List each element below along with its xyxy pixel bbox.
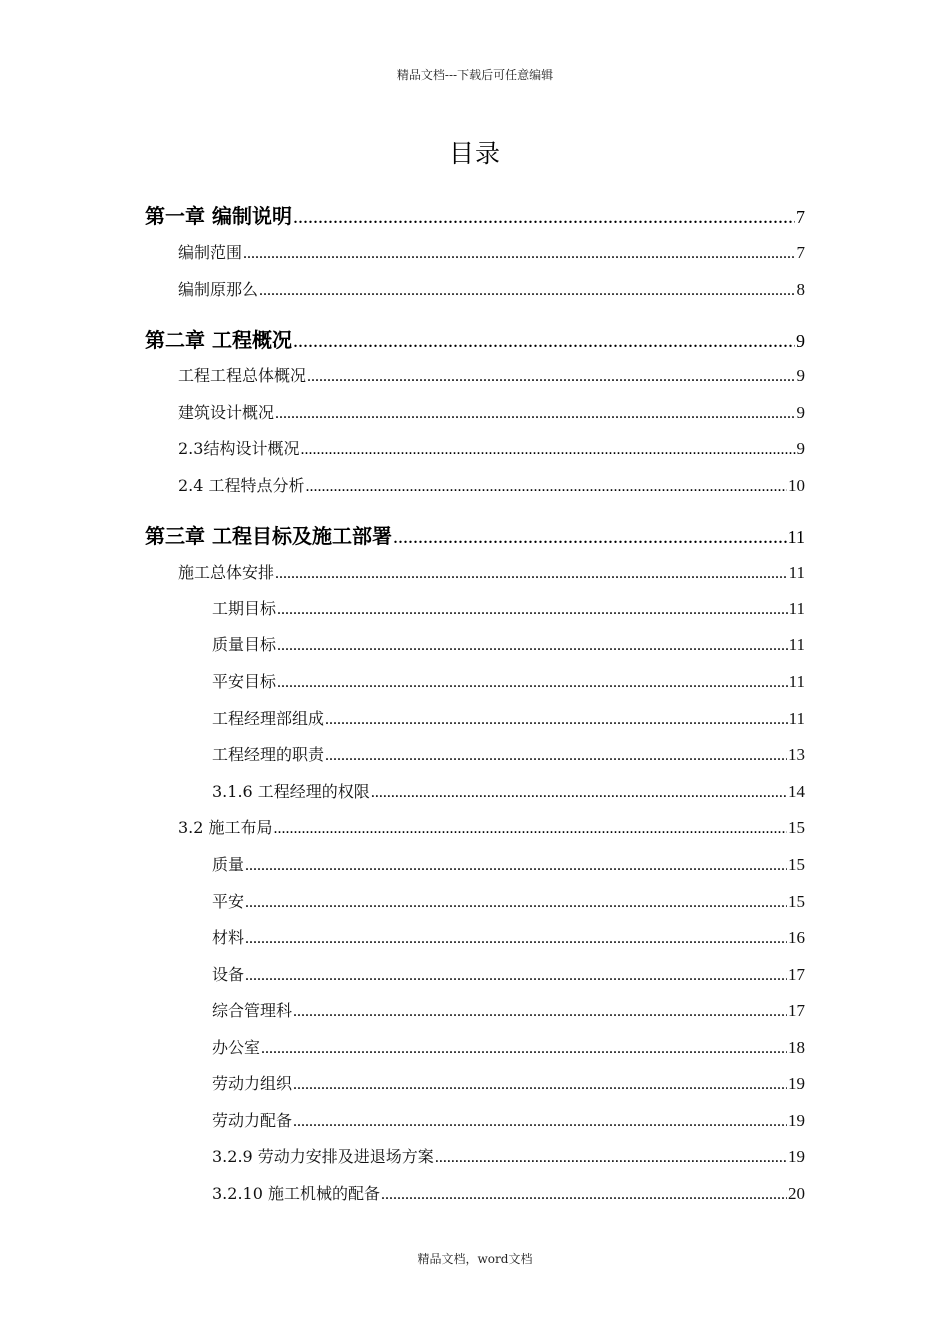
toc-page-number: 11 xyxy=(788,635,805,654)
toc-dot-leader xyxy=(293,1076,787,1094)
toc-entry-label: 2.3结构设计概况 xyxy=(178,439,300,458)
toc-dot-leader xyxy=(275,565,788,583)
toc-page-number: 15 xyxy=(788,855,805,874)
toc-dot-leader xyxy=(245,930,787,948)
toc-page-number: 17 xyxy=(788,1001,805,1020)
toc-entry[interactable] xyxy=(178,473,805,496)
toc-entry[interactable] xyxy=(212,596,805,619)
toc-entry-label: 工程经理部组成 xyxy=(212,709,325,728)
toc-dot-leader xyxy=(293,206,795,229)
toc-entry-label: 材料 xyxy=(212,928,245,947)
toc-dot-leader xyxy=(245,967,787,985)
toc-page-number: 15 xyxy=(788,818,805,837)
toc-dot-leader xyxy=(381,1186,787,1204)
toc-entry[interactable] xyxy=(212,1071,805,1094)
toc-page-number: 20 xyxy=(788,1184,805,1203)
toc-page-number: 19 xyxy=(788,1074,805,1093)
page-header: 精品文档---下载后可任意编辑 xyxy=(396,68,554,82)
toc-entry-label: 2.4 工程特点分析 xyxy=(178,476,305,495)
toc-page-number: 13 xyxy=(788,745,805,764)
toc-dot-leader xyxy=(300,441,795,459)
toc-page-number: 10 xyxy=(788,476,805,495)
toc-dot-leader xyxy=(293,1113,787,1131)
toc-page-number: 11 xyxy=(788,563,805,582)
toc-entry[interactable] xyxy=(212,1181,805,1204)
toc-entry-label: 第三章 工程目标及施工部署 xyxy=(145,524,392,548)
toc-entry[interactable] xyxy=(212,852,805,875)
toc-page-number: 9 xyxy=(796,366,805,385)
toc-entry[interactable] xyxy=(212,1035,805,1058)
toc-page-number: 19 xyxy=(788,1111,805,1130)
toc-entry-label: 劳动力配备 xyxy=(212,1111,293,1130)
toc-dot-leader xyxy=(371,784,787,802)
toc-chapter-entry[interactable] xyxy=(145,200,805,229)
toc-page-number: 11 xyxy=(788,599,805,618)
toc-entry[interactable] xyxy=(212,779,805,802)
toc-page-number: 8 xyxy=(796,280,805,299)
toc-dot-leader xyxy=(393,526,787,549)
toc-dot-leader xyxy=(277,601,788,619)
toc-entry-label: 设备 xyxy=(212,965,245,984)
toc-entry-label: 3.2 施工布局 xyxy=(178,818,273,837)
toc-entry[interactable] xyxy=(178,560,805,583)
toc-page-number: 11 xyxy=(787,527,805,547)
toc-entry-label: 工程工程总体概况 xyxy=(178,366,307,385)
toc-entry[interactable] xyxy=(178,815,805,838)
toc-dot-leader xyxy=(274,820,787,838)
toc-dot-leader xyxy=(435,1149,787,1167)
toc-entry[interactable] xyxy=(178,363,805,386)
toc-entry-label: 施工总体安排 xyxy=(178,563,275,582)
toc-entry-label: 3.2.10 施工机械的配备 xyxy=(212,1184,380,1203)
toc-entry-label: 平安 xyxy=(212,892,245,911)
toc-entry[interactable] xyxy=(212,632,805,655)
toc-entry[interactable] xyxy=(178,240,805,263)
toc-entry-label: 质量目标 xyxy=(212,635,277,654)
toc-dot-leader xyxy=(243,245,795,263)
toc-page-number: 11 xyxy=(788,672,805,691)
toc-entry-label: 3.2.9 劳动力安排及进退场方案 xyxy=(212,1147,434,1166)
toc-entry[interactable] xyxy=(178,436,805,459)
toc-page-number: 9 xyxy=(796,331,805,351)
toc-entry-label: 办公室 xyxy=(212,1038,261,1057)
toc-entry[interactable] xyxy=(212,925,805,948)
toc-page-number: 9 xyxy=(796,439,805,458)
toc-entry[interactable] xyxy=(212,1108,805,1131)
toc-dot-leader xyxy=(325,711,788,729)
toc-page-number: 18 xyxy=(788,1038,805,1057)
toc-entry[interactable] xyxy=(178,400,805,423)
page-title: 目录 xyxy=(448,139,501,168)
toc-page-number: 9 xyxy=(796,403,805,422)
toc-entry[interactable] xyxy=(212,889,805,912)
toc-page-number: 16 xyxy=(788,928,805,947)
toc-dot-leader xyxy=(307,368,795,386)
toc-dot-leader xyxy=(277,637,788,655)
toc-entry[interactable] xyxy=(212,962,805,985)
toc-chapter-entry[interactable] xyxy=(145,520,805,549)
toc-entry[interactable] xyxy=(212,1144,805,1167)
toc-dot-leader xyxy=(293,330,795,353)
toc-entry-label: 工程经理的职责 xyxy=(212,745,325,764)
toc-dot-leader xyxy=(325,747,787,765)
toc-dot-leader xyxy=(306,478,787,496)
toc-dot-leader xyxy=(293,1003,787,1021)
toc-entry-label: 3.1.6 工程经理的权限 xyxy=(212,782,370,801)
toc-page-number: 7 xyxy=(796,207,805,227)
toc-entry[interactable] xyxy=(212,669,805,692)
toc-page-number: 7 xyxy=(796,243,805,262)
page-footer: 精品文档，word文档 xyxy=(417,1252,533,1266)
toc-entry-label: 编制原那么 xyxy=(178,280,259,299)
toc-entry-label: 平安目标 xyxy=(212,672,277,691)
toc-entry-label: 综合管理科 xyxy=(212,1001,293,1020)
toc-page-number: 11 xyxy=(788,709,805,728)
toc-entry-label: 第二章 工程概况 xyxy=(145,328,292,352)
toc-dot-leader xyxy=(275,405,795,423)
toc-entry[interactable] xyxy=(212,706,805,729)
toc-page-number: 15 xyxy=(788,892,805,911)
toc-entry[interactable] xyxy=(212,742,805,765)
toc-entry-label: 建筑设计概况 xyxy=(178,403,275,422)
toc-dot-leader xyxy=(245,857,787,875)
toc-entry-label: 质量 xyxy=(212,855,245,874)
toc-entry-label: 劳动力组织 xyxy=(212,1074,293,1093)
toc-page-number: 17 xyxy=(788,965,805,984)
toc-entry-label: 第一章 编制说明 xyxy=(145,204,292,228)
toc-dot-leader xyxy=(277,674,788,692)
toc-entry[interactable] xyxy=(178,277,805,300)
toc-page-number: 14 xyxy=(788,782,805,801)
toc-dot-leader xyxy=(261,1040,787,1058)
toc-dot-leader xyxy=(245,894,787,912)
toc-dot-leader xyxy=(259,282,795,300)
toc-entry-label: 编制范围 xyxy=(178,243,243,262)
toc-chapter-entry[interactable] xyxy=(145,324,805,353)
toc-entry-label: 工期目标 xyxy=(212,599,277,618)
toc-entry[interactable] xyxy=(212,998,805,1021)
toc-page-number: 19 xyxy=(788,1147,805,1166)
